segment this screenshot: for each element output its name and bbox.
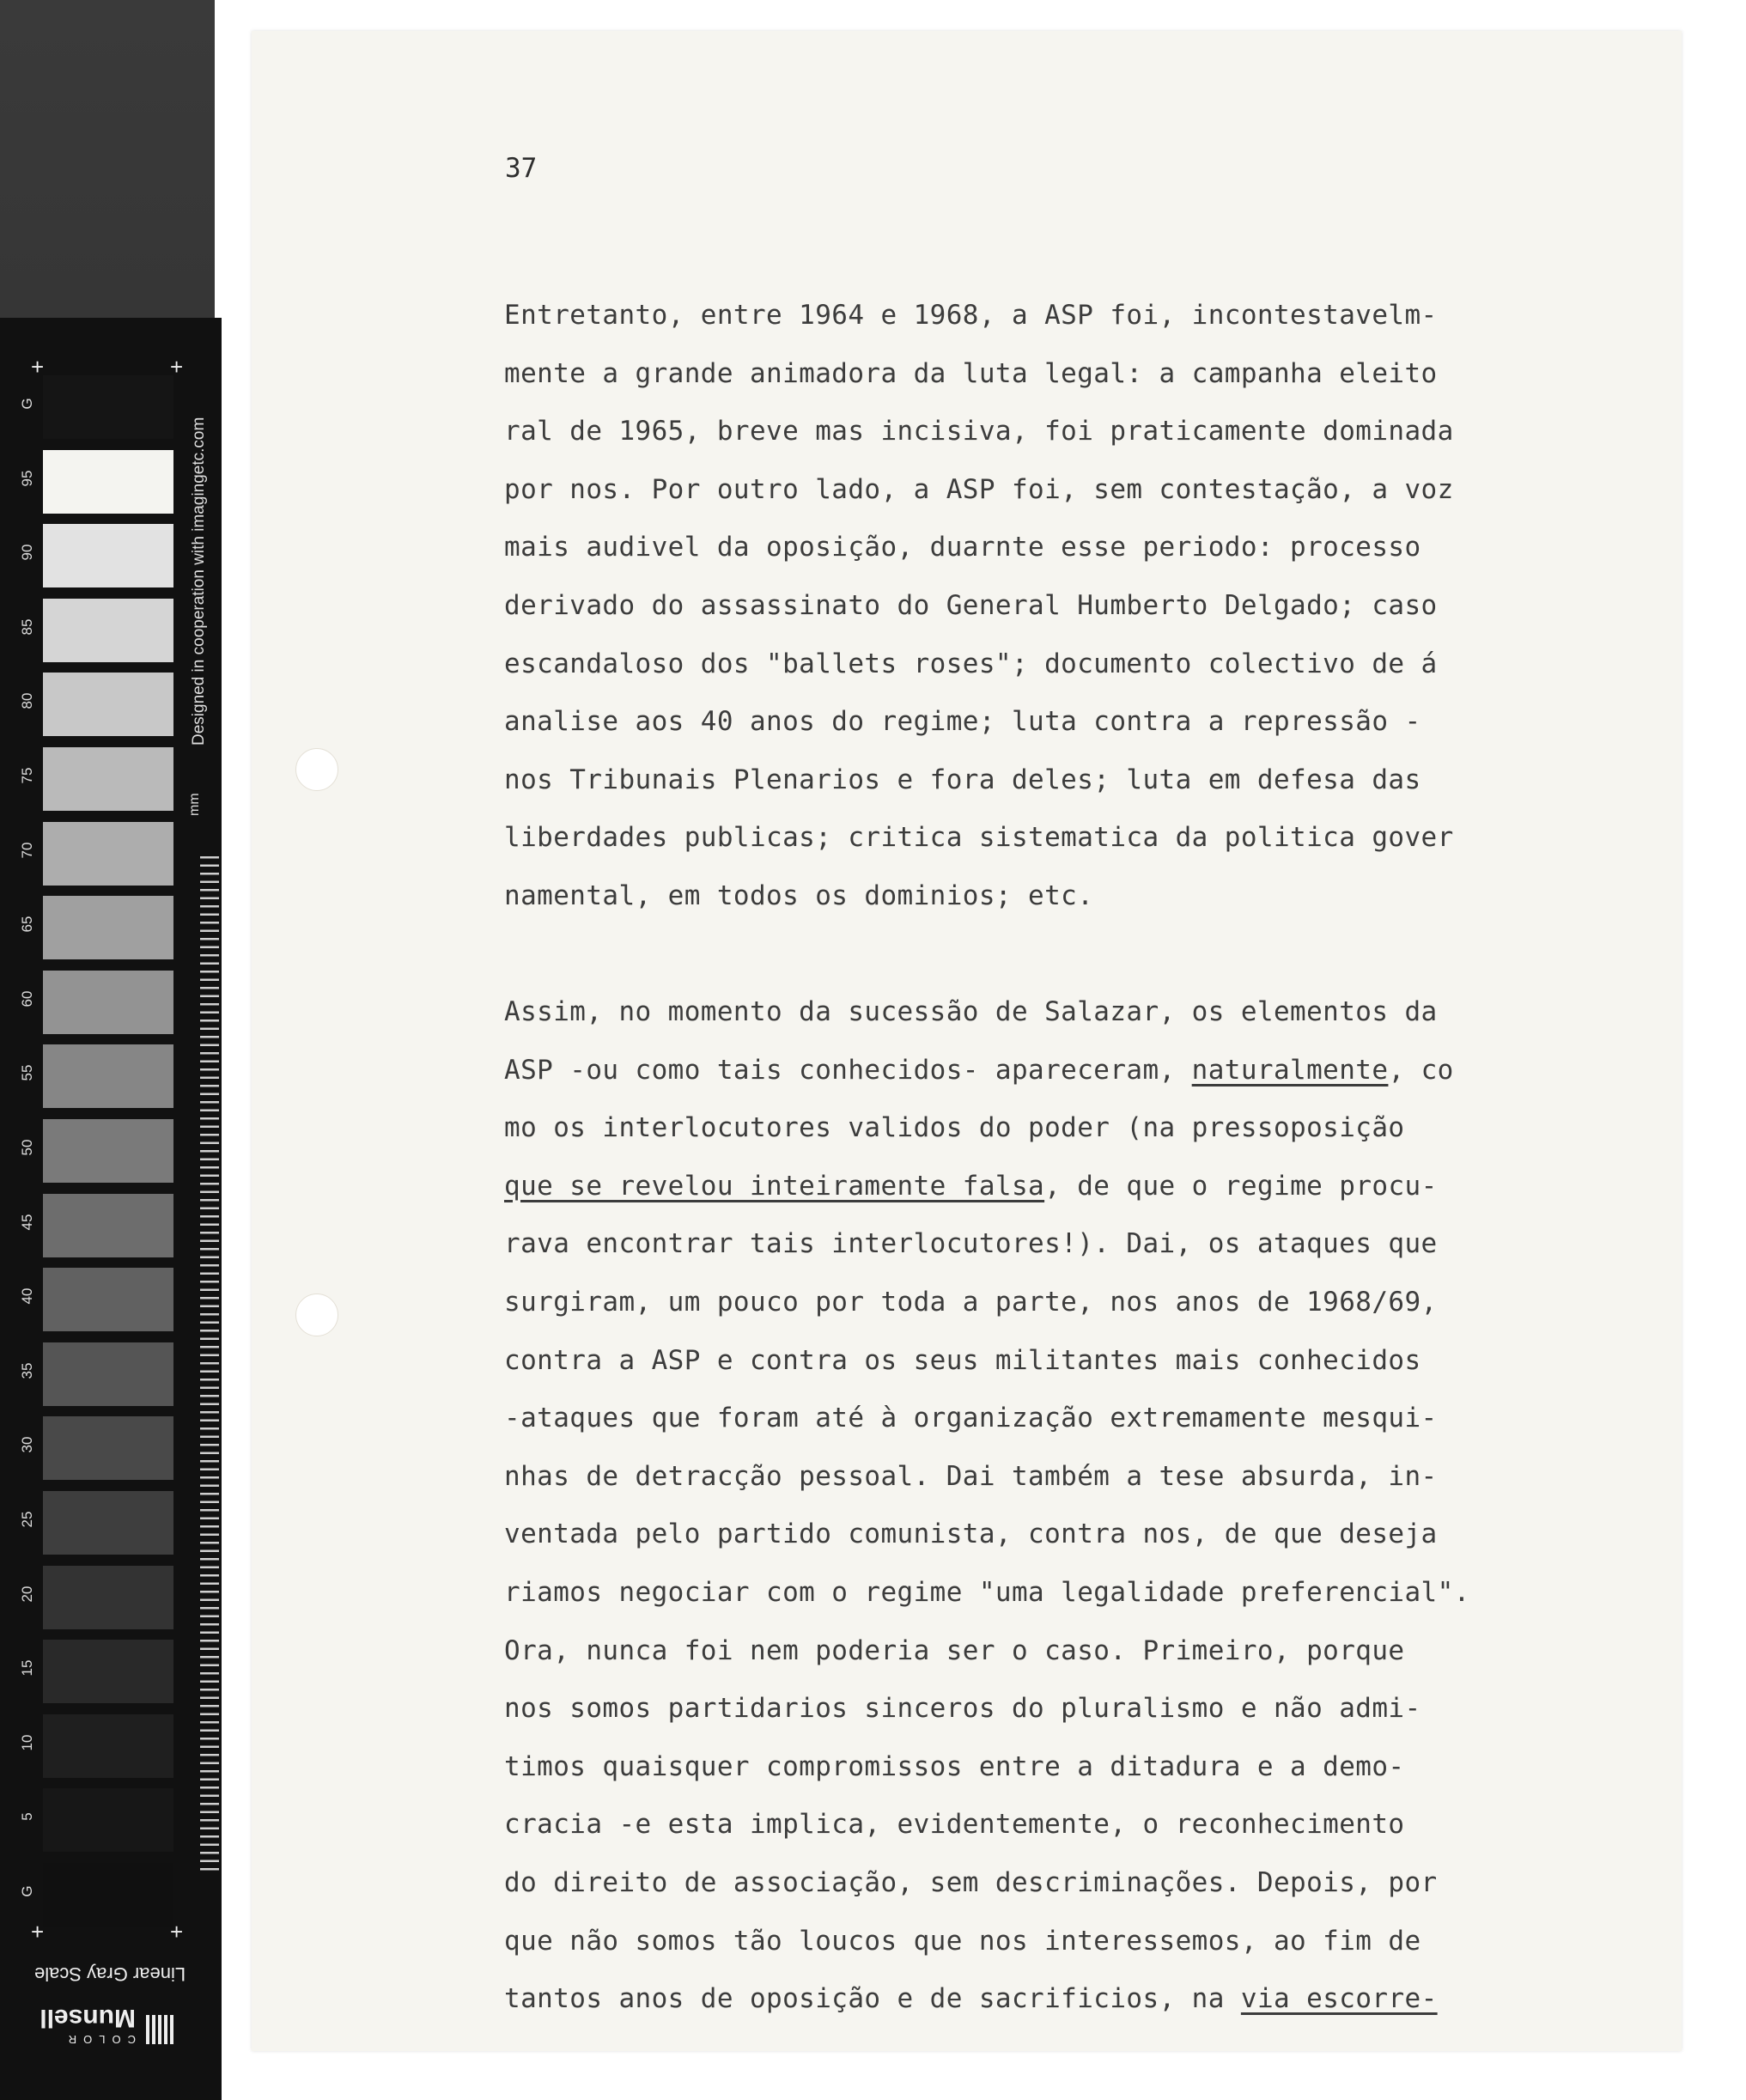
text-line: contra a ASP e contra os seus militantes mais conhecidos: [504, 1344, 1421, 1376]
paragraph-1: [504, 287, 1603, 926]
text-line: escandaloso dos "ballets roses"; documento colectivo de á: [504, 648, 1438, 679]
gray-patch: [43, 524, 173, 587]
scale-label: 5: [19, 1812, 35, 1822]
gray-patch: [43, 599, 173, 662]
text-line: nos Tribunais Plenarios e fora deles; luta em defesa das: [504, 764, 1421, 795]
mm-ruler: [200, 850, 219, 1872]
scale-label: 45: [19, 1214, 35, 1231]
brand-sub: COLOR: [61, 2033, 136, 2046]
scale-label: 95: [19, 470, 35, 487]
text-segment: , de que o regime procu-: [1044, 1170, 1438, 1202]
underlined-text: que se revelou inteiramente falsa: [504, 1170, 1045, 1202]
punch-hole: [295, 1293, 338, 1336]
text-line: surgiram, um pouco por toda a parte, nos anos de 1968/69,: [504, 1286, 1438, 1318]
text-segment: , co: [1388, 1054, 1454, 1086]
scale-label: G: [19, 398, 35, 410]
text-line: nhas de detracção pessoal. Dai também a tese absurda, in-: [504, 1460, 1438, 1492]
punch-hole: [295, 748, 338, 791]
scale-label: 60: [19, 990, 35, 1007]
scale-label: 50: [19, 1139, 35, 1156]
text-line: ventada pelo partido comunista, contra nos, de que deseja: [504, 1519, 1438, 1550]
gray-patch: [43, 673, 173, 736]
scale-label: G: [19, 1885, 35, 1897]
text-line: -ataques que foram até à organização extremamente mesqui-: [504, 1403, 1438, 1434]
underlined-text: via escorre-: [1240, 1983, 1438, 2015]
scale-label: 10: [19, 1734, 35, 1751]
registration-mark: +: [31, 354, 45, 380]
gray-patch: [43, 1863, 173, 1927]
scale-title: Linear Gray Scale: [34, 1963, 186, 1985]
scale-label: 15: [19, 1659, 35, 1677]
brand-name: Munsell: [40, 2004, 136, 2032]
scale-label: 70: [19, 842, 35, 859]
text-line: [504, 1970, 1603, 2029]
gray-patch: [43, 375, 173, 439]
gray-patch: [43, 1714, 173, 1778]
text-line: Entretanto, entre 1964 e 1968, a ASP foi, incontestavelm-: [504, 300, 1438, 331]
text-line: Assim, no momento da sucessão de Salazar, os elementos da: [504, 996, 1438, 1027]
text-line: Ora, nunca foi nem poderia ser o caso. Primeiro, porque: [504, 1634, 1405, 1666]
ruler-unit-label: mm: [187, 793, 202, 816]
gray-patch: [43, 1342, 173, 1406]
text-line: [504, 1158, 1603, 1216]
text-line: liberdades publicas; critica sistematica da politica gover: [504, 822, 1454, 854]
text-line: nos somos partidarios sinceros do pluralismo e não admi-: [504, 1693, 1421, 1725]
text-line: por nos. Por outro lado, a ASP foi, sem contestação, a voz: [504, 473, 1454, 505]
gray-patch: [43, 1416, 173, 1480]
scale-label: 75: [19, 767, 35, 784]
gray-patch: [43, 1119, 173, 1183]
gray-patch: [43, 1194, 173, 1257]
gray-patch: [43, 747, 173, 811]
scale-label: 55: [19, 1064, 35, 1081]
gray-patch: [43, 1640, 173, 1703]
scale-label: 35: [19, 1362, 35, 1379]
text-line: namental, em todos os dominios; etc.: [504, 880, 1094, 911]
underlined-text: naturalmente: [1191, 1054, 1389, 1086]
text-line: mais audivel da oposição, duarnte esse periodo: processo: [504, 532, 1421, 563]
text-segment: ASP -ou como tais conhecidos- apareceram,: [504, 1054, 1192, 1086]
munsell-brand: [41, 2000, 179, 2051]
gray-patch: [43, 896, 173, 959]
text-line: derivado do assassinato do General Humberto Delgado; caso: [504, 589, 1438, 621]
scale-label: 80: [19, 692, 35, 709]
text-line: que não somos tão loucos que nos interessemos, ao fim de: [504, 1925, 1421, 1957]
scale-label: 90: [19, 544, 35, 561]
text-line: ral de 1965, breve mas incisiva, foi praticamente dominada: [504, 416, 1454, 447]
scale-labels: [10, 387, 45, 1898]
munsell-logo-icon: [144, 2015, 173, 2044]
text-line: analise aos 40 anos do regime; luta contra a repressão -: [504, 706, 1421, 738]
paragraph-2: [504, 983, 1603, 2029]
scale-label: 25: [19, 1511, 35, 1528]
text-line: rava encontrar tais interlocutores!). Dai, os ataques que: [504, 1228, 1438, 1260]
gray-patch: [43, 1566, 173, 1629]
scale-label: 30: [19, 1436, 35, 1453]
gray-patch: [43, 1268, 173, 1331]
gray-patch: [43, 971, 173, 1034]
text-line: mo os interlocutores validos do poder (na pressoposição: [504, 1112, 1405, 1144]
registration-mark: +: [31, 1919, 45, 1945]
scale-label: 85: [19, 618, 35, 636]
registration-mark: +: [170, 1919, 184, 1945]
gray-patch: [43, 1788, 173, 1852]
gray-patches: [43, 375, 173, 1937]
gray-patch: [43, 1044, 173, 1108]
gray-patch: [43, 1491, 173, 1555]
text-line: do direito de associação, sem descriminações. Depois, por: [504, 1866, 1438, 1898]
gray-patch: [43, 450, 173, 514]
text-line: cracia -e esta implica, evidentemente, o reconhecimento: [504, 1809, 1405, 1841]
registration-mark: +: [170, 354, 184, 380]
scale-label: 20: [19, 1586, 35, 1603]
text-line: [504, 1042, 1603, 1100]
text-line: mente a grande animadora da luta legal: a campanha eleito: [504, 357, 1438, 389]
scale-label: 65: [19, 916, 35, 933]
scale-label: 40: [19, 1287, 35, 1305]
text-line: riamos negociar com o regime "uma legalidade preferencial".: [504, 1576, 1470, 1608]
text-line: timos quaisquer compromissos entre a ditadura e a demo-: [504, 1750, 1405, 1782]
text-segment: tantos anos de oposição e de sacrificios, na: [504, 1983, 1241, 2015]
page-number: 37: [505, 153, 538, 184]
gray-patch: [43, 822, 173, 886]
document-page: [252, 31, 1682, 2051]
credit-text: Designed in cooperation with imagingetc.com: [190, 417, 208, 746]
